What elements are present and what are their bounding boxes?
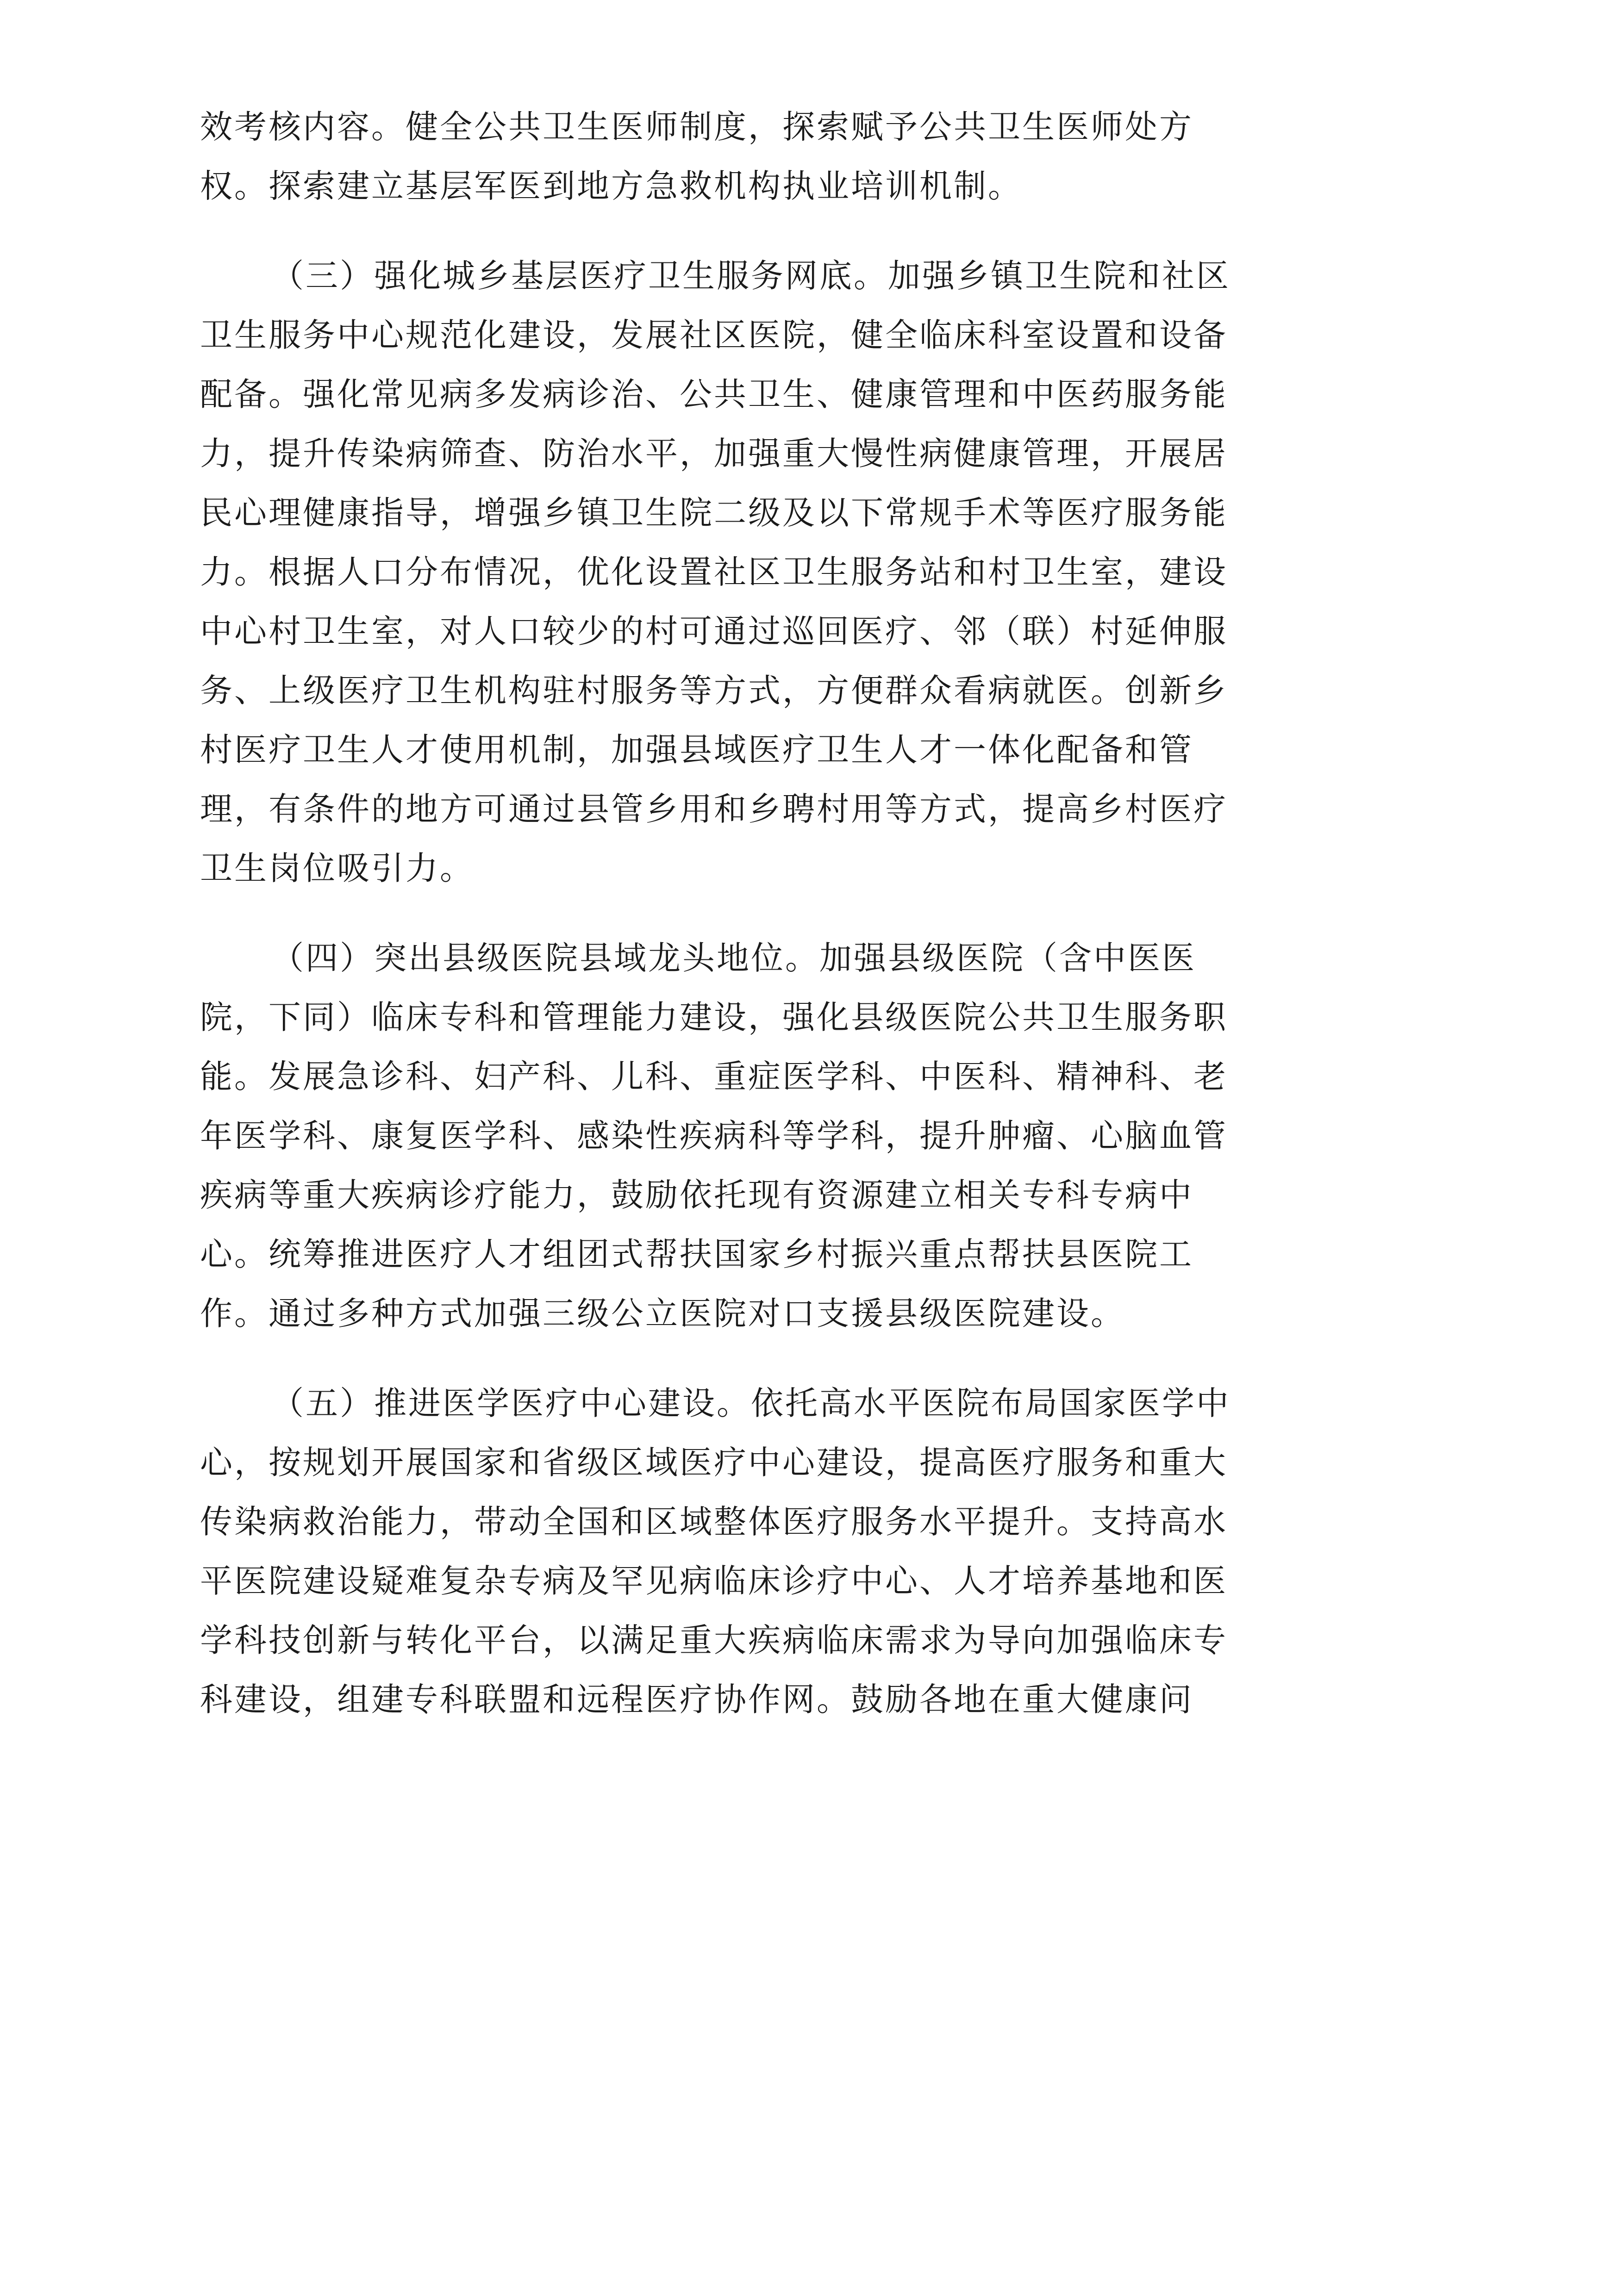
text-line: 中心村卫生室，对人口较少的村可通过巡回医疗、邻（联）村延伸服	[200, 612, 1228, 650]
text-line: 力。根据人口分布情况，优化设置社区卫生服务站和村卫生室，建设	[200, 553, 1228, 591]
section-heading-3: （三）强化城乡基层医疗卫生服务网底。加强乡镇卫生院和社区	[271, 257, 1230, 295]
text-line: 民心理健康指导，增强乡镇卫生院二级及以下常规手术等医疗服务能	[200, 494, 1228, 532]
text-line: 疾病等重大疾病诊疗能力，鼓励依托现有资源建立相关专科专病中	[200, 1176, 1193, 1214]
text-line: 卫生岗位吸引力。	[200, 849, 474, 887]
text-line: 配备。强化常见病多发病诊治、公共卫生、健康管理和中医药服务能	[200, 375, 1228, 413]
section-heading-4: （四）突出县级医院县域龙头地位。加强县级医院（含中医医	[271, 939, 1196, 977]
text-line: 权。探索建立基层军医到地方急救机构执业培训机制。	[200, 167, 1022, 205]
text-line: 学科技创新与转化平台，以满足重大疾病临床需求为导向加强临床专	[200, 1621, 1228, 1659]
text-line: 作。通过多种方式加强三级公立医院对口支援县级医院建设。	[200, 1294, 1125, 1332]
section-heading-5: （五）推进医学医疗中心建设。依托高水平医院布局国家医学中	[271, 1384, 1230, 1422]
text-line: 能。发展急诊科、妇产科、儿科、重症医学科、中医科、精神科、老	[200, 1058, 1228, 1095]
text-line: 务、上级医疗卫生机构驻村服务等方式，方便群众看病就医。创新乡	[200, 672, 1228, 709]
text-line: 理，有条件的地方可通过县管乡用和乡聘村用等方式，提高乡村医疗	[200, 790, 1228, 828]
paragraph-gap	[200, 1343, 1404, 1374]
text-line: 村医疗卫生人才使用机制，加强县域医疗卫生人才一体化配备和管	[200, 731, 1193, 769]
text-line: 效考核内容。健全公共卫生医师制度，探索赋予公共卫生医师处方	[200, 108, 1193, 146]
text-line: 力，提升传染病筛查、防治水平，加强重大慢性病健康管理，开展居	[200, 435, 1228, 473]
text-line: 心，按规划开展国家和省级区域医疗中心建设，提高医疗服务和重大	[200, 1444, 1228, 1481]
text-line: 卫生服务中心规范化建设，发展社区医院，健全临床科室设置和设备	[200, 316, 1228, 354]
text-line: 心。统筹推进医疗人才组团式帮扶国家乡村振兴重点帮扶县医院工	[200, 1235, 1193, 1273]
text-line: 平医院建设疑难复杂专病及罕见病临床诊疗中心、人才培养基地和医	[200, 1562, 1228, 1600]
text-line: 科建设，组建专科联盟和远程医疗协作网。鼓励各地在重大健康问	[200, 1680, 1193, 1718]
document-body	[200, 97, 1404, 1729]
text-line: 年医学科、康复医学科、感染性疾病科等学科，提升肿瘤、心脑血管	[200, 1117, 1228, 1155]
paragraph-gap	[200, 216, 1404, 246]
text-line: 传染病救治能力，带动全国和区域整体医疗服务水平提升。支持高水	[200, 1503, 1228, 1541]
paragraph-gap	[200, 898, 1404, 928]
text-line: 院，下同）临床专科和管理能力建设，强化县级医院公共卫生服务职	[200, 998, 1228, 1036]
